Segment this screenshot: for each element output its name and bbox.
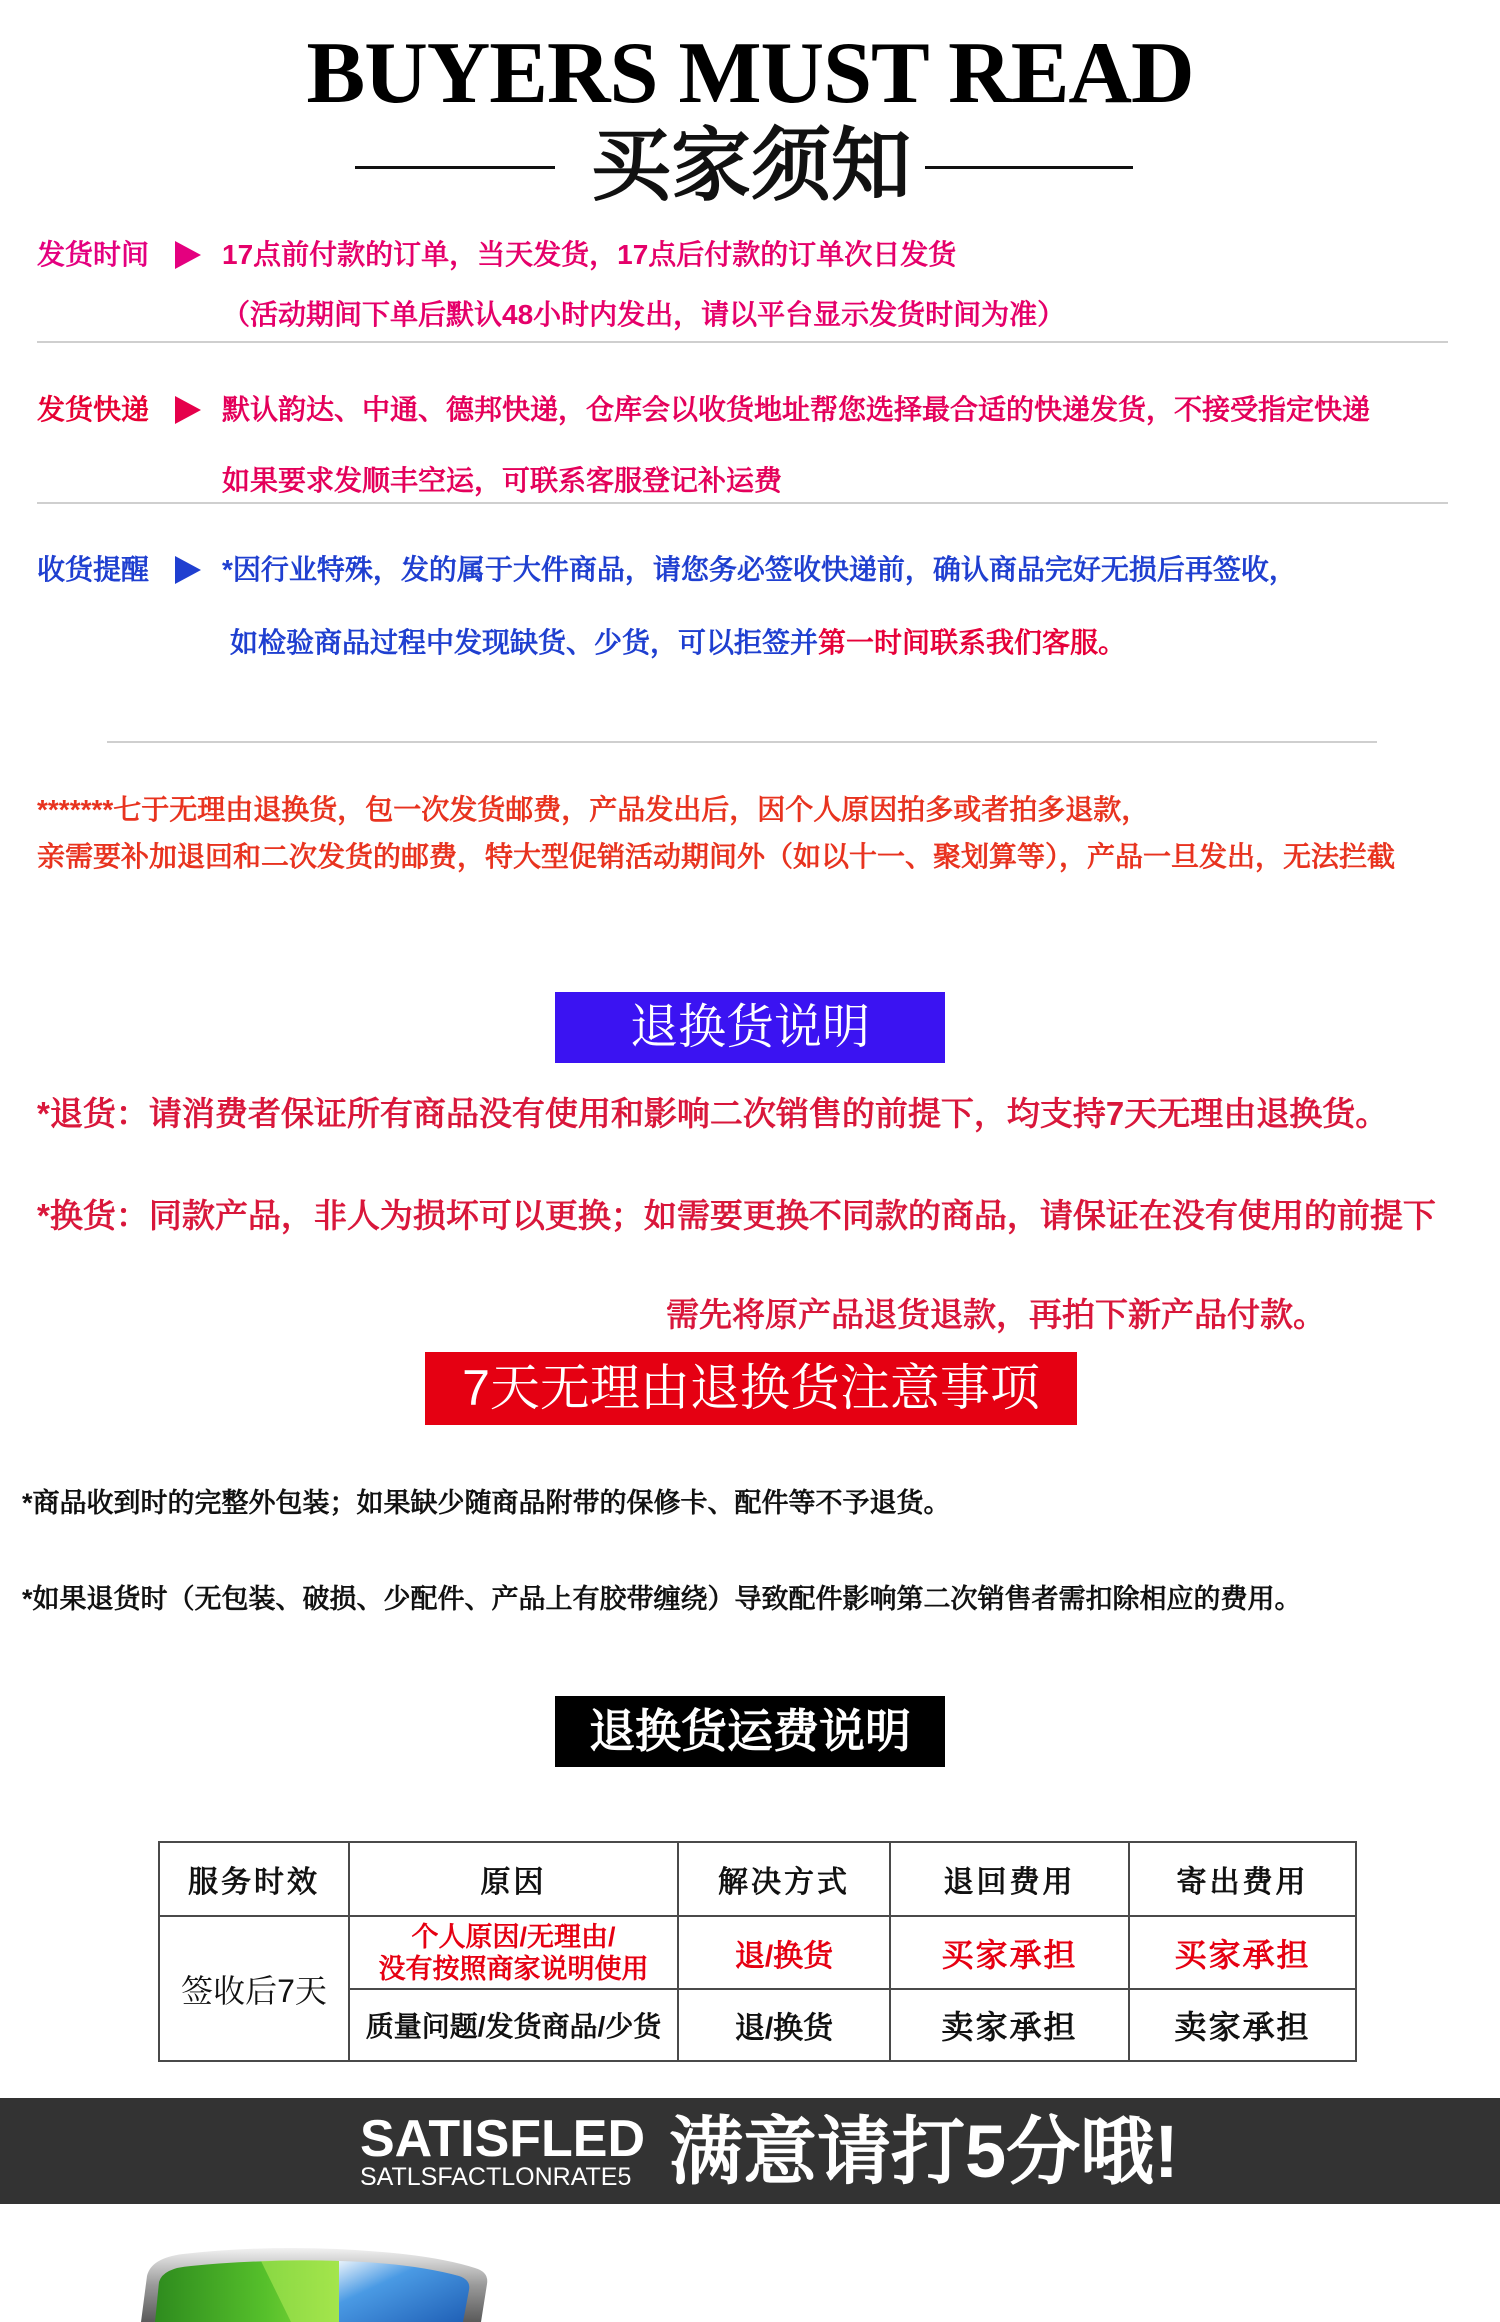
arrow-right-icon [175,556,201,584]
period-cell: 签收后7天 [159,1916,349,2061]
reason-cell: 质量问题/发货商品/少货 [349,1989,678,2061]
seven-day-heading: 7天无理由退换货注意事项 [425,1352,1077,1425]
seven-day-item: *如果退货时（无包装、破损、少配件、产品上有胶带缠绕）导致配件影响第二次销售者需扣除相应的费用。 [22,1584,1302,1614]
return-policy-text: *退货：请消费者保证所有商品没有使用和影响二次销售的前提下，均支持7天无理由退换货。 [37,1095,1389,1132]
page-title-cn: 买家须知 [591,121,911,210]
shipping-fee-heading: 退换货运费说明 [555,1696,945,1767]
return-fee-cell: 买家承担 [890,1916,1129,1989]
notice-shipping-time [0,235,1500,275]
divider [107,741,1377,743]
exchange-policy-text-cont: 需先将原产品退货退款，再拍下新产品付款。 [666,1296,1326,1333]
reason-line: 没有按照商家说明使用 [378,1953,649,1984]
solution-cell: 退/换货 [678,1989,890,2061]
banner-brand: SATISFLED [360,2110,646,2168]
table-header-cell: 寄出费用 [1129,1842,1356,1916]
policy-note-line: 亲需要补加退回和二次发货的邮费，特大型促销活动期间外（如以十一、聚划算等），产品一旦发出，无法拦截 [37,841,1396,872]
banner-brand-sub: SATLSFACTLONRATE5 [360,2163,632,2191]
notice-label: 发货快递 [37,394,150,425]
notice-label: 收货提醒 [37,554,150,585]
banner-slogan: 满意请打5分哦! [669,2110,1179,2193]
notice-courier-cont [0,461,1500,501]
notice-text: 如果要求发顺丰空运，可联系客服登记补运费 [222,465,783,496]
table-row [159,1916,1356,1989]
notice-label: 发货时间 [37,239,150,270]
notice-receipt-reminder-cont [0,623,1500,663]
send-fee-cell: 买家承担 [1129,1916,1356,1989]
reason-line: 个人原因/无理由/ [411,1921,616,1952]
return-exchange-heading: 退换货说明 [555,992,945,1063]
table-header-cell: 退回费用 [890,1842,1129,1916]
title-rule-left [355,166,555,169]
reason-cell [349,1916,678,1989]
notice-text: （活动期间下单后默认48小时内发出，请以平台显示发货时间为准） [222,299,1066,330]
page-title-en: BUYERS MUST READ [306,25,1194,122]
notice-text: 默认韵达、中通、德邦快递，仓库会以收货地址帮您选择最合适的快递发货，不接受指定快递 [222,394,1371,425]
satisfaction-badge-icon [141,2246,489,2322]
shipping-fee-table [158,1841,1357,2062]
arrow-right-icon [175,241,201,269]
notice-receipt-reminder [0,550,1500,590]
policy-note-line: *******七于无理由退换货，包一次发货邮费，产品发出后，因个人原因拍多或者拍多退款， [37,794,1150,825]
return-fee-cell: 卖家承担 [890,1989,1129,2061]
title-rule-right [925,166,1133,169]
notice-text: *因行业特殊，发的属于大件商品，请您务必签收快递前，确认商品完好无损后再签收， [222,554,1297,585]
table-header-cell: 解决方式 [678,1842,890,1916]
notice-courier [0,390,1500,430]
table-header-cell: 服务时效 [159,1842,349,1916]
rating-banner [0,2098,1500,2204]
seven-day-item: *商品收到时的完整外包装；如果缺少随商品附带的保修卡、配件等不予退货。 [22,1488,951,1518]
send-fee-cell: 卖家承担 [1129,1989,1356,2061]
notice-shipping-time-cont [0,295,1500,335]
notice-text: 17点前付款的订单，当天发货，17点后付款的订单次日发货 [222,239,957,270]
table-header-row [159,1842,1356,1916]
table-header-cell: 原因 [349,1842,678,1916]
arrow-right-icon [175,396,201,424]
notice-text-group [230,623,1126,663]
notice-text: 如检验商品过程中发现缺货、少货，可以拒签并 [230,627,819,658]
notice-text-highlight: 第一时间联系我们客服。 [818,627,1127,658]
divider [37,502,1448,504]
solution-cell: 退/换货 [678,1916,890,1989]
exchange-policy-text: *换货：同款产品，非人为损坏可以更换；如需要更换不同款的商品，请保证在没有使用的前提下 [37,1197,1436,1234]
divider [37,341,1448,343]
